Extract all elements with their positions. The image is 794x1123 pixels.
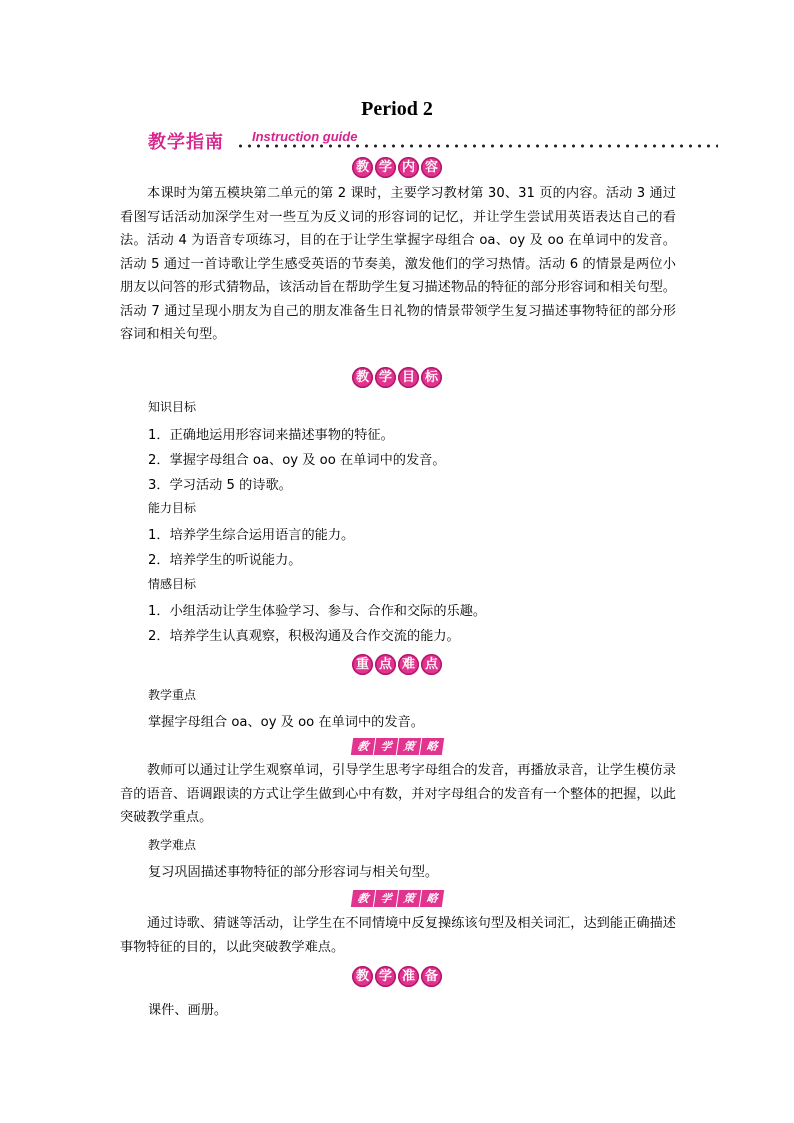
key-points-badge bbox=[0, 654, 794, 675]
ability-goals-title: 能力目标 bbox=[148, 501, 197, 515]
badge-char: 准 bbox=[398, 966, 419, 987]
focus-title: 教学重点 bbox=[148, 688, 197, 702]
emotion-item: 2．培养学生认真观察，积极沟通及合作交流的能力。 bbox=[148, 629, 460, 644]
content-badge bbox=[0, 157, 794, 178]
badge-char: 内 bbox=[398, 157, 419, 178]
difficulty-text: 复习巩固描述事物特征的部分形容词与相关句型。 bbox=[148, 865, 439, 880]
strategy-section-2 bbox=[120, 912, 676, 959]
strategy-badge bbox=[0, 890, 794, 907]
badge-char: 点 bbox=[421, 654, 442, 675]
badge-char: 策 bbox=[396, 738, 420, 755]
badge-char: 策 bbox=[396, 890, 420, 907]
guide-label-cn: 教学指南 bbox=[148, 132, 224, 153]
badge-char: 学 bbox=[375, 157, 396, 178]
badge-char: 略 bbox=[419, 890, 443, 907]
ability-item: 1．培养学生综合运用语言的能力。 bbox=[148, 528, 355, 543]
badge-char: 教 bbox=[352, 157, 373, 178]
badge-char: 标 bbox=[421, 367, 442, 388]
badge-char: 教 bbox=[350, 738, 374, 755]
badge-char: 备 bbox=[421, 966, 442, 987]
badge-char: 教 bbox=[352, 966, 373, 987]
badge-char: 学 bbox=[375, 966, 396, 987]
prep-text: 课件、画册。 bbox=[148, 1003, 228, 1018]
knowledge-item: 2．掌握字母组合 oa、oy 及 oo 在单词中的发音。 bbox=[148, 453, 446, 468]
knowledge-item: 1．正确地运用形容词来描述事物的特征。 bbox=[148, 428, 394, 443]
knowledge-goals-title: 知识目标 bbox=[148, 400, 197, 414]
badge-char: 难 bbox=[398, 654, 419, 675]
content-paragraph: 本课时为第五模块第二单元的第 2 课时，主要学习教材第 30、31 页的内容。活动 3 通过看图写话活动加深学生对一些互为反义词的形容词的记忆，并让学生尝试用英语表达自己的看法。活动 4 为语音专项练习，目的在于让学生掌握字母组合 oa、oy 及 oo 在单词中的发音。活动 5 通过一首诗歌让学生感受英语的节奏美，激发他们的学习热情。活动 6 的情景是两位小朋友以问答的形式猜物品，该活动旨在帮助学生复习描述物品的特征的部分形容词和相关句型。活动 7 通过呈现小朋友为自己的朋友准备生日礼物的情景带领学生复习描述事物特征的部分形容词和相关句型。 bbox=[120, 186, 676, 342]
strategy-badge bbox=[0, 738, 794, 755]
badge-char: 教 bbox=[352, 367, 373, 388]
strategy-text-2: 通过诗歌、猜谜等活动，让学生在不同情境中反复操练该句型及相关词汇，达到能正确描述事物特征的目的，以此突破教学难点。 bbox=[120, 916, 676, 955]
badge-char: 学 bbox=[373, 890, 397, 907]
badge-char: 学 bbox=[375, 367, 396, 388]
emotion-item: 1．小组活动让学生体验学习、参与、合作和交际的乐趣。 bbox=[148, 604, 487, 619]
instruction-guide-header bbox=[148, 128, 718, 154]
badge-char: 目 bbox=[398, 367, 419, 388]
content-section bbox=[120, 182, 676, 347]
page-title: Period 2 bbox=[361, 98, 433, 120]
emotion-goals-title: 情感目标 bbox=[148, 577, 197, 591]
strategy-text-1: 教师可以通过让学生观察单词，引导学生思考字母组合的发音，再播放录音，让学生模仿录音的语音、语调跟读的方式让学生做到心中有数，并对字母组合的发音有一个整体的把握，以此突破教学重点。 bbox=[120, 763, 676, 825]
goals-badge bbox=[0, 367, 794, 388]
knowledge-item: 3．学习活动 5 的诗歌。 bbox=[148, 478, 292, 493]
prep-badge bbox=[0, 966, 794, 987]
focus-text: 掌握字母组合 oa、oy 及 oo 在单词中的发音。 bbox=[148, 715, 424, 730]
badge-char: 点 bbox=[375, 654, 396, 675]
ability-item: 2．培养学生的听说能力。 bbox=[148, 553, 302, 568]
guide-label-en: Instruction guide bbox=[252, 129, 358, 144]
badge-char: 略 bbox=[419, 738, 443, 755]
badge-char: 学 bbox=[373, 738, 397, 755]
difficulty-title: 教学难点 bbox=[148, 838, 197, 852]
badge-char: 容 bbox=[421, 157, 442, 178]
strategy-section-1 bbox=[120, 759, 676, 830]
dotted-leader bbox=[236, 144, 718, 148]
badge-char: 重 bbox=[352, 654, 373, 675]
badge-char: 教 bbox=[350, 890, 374, 907]
